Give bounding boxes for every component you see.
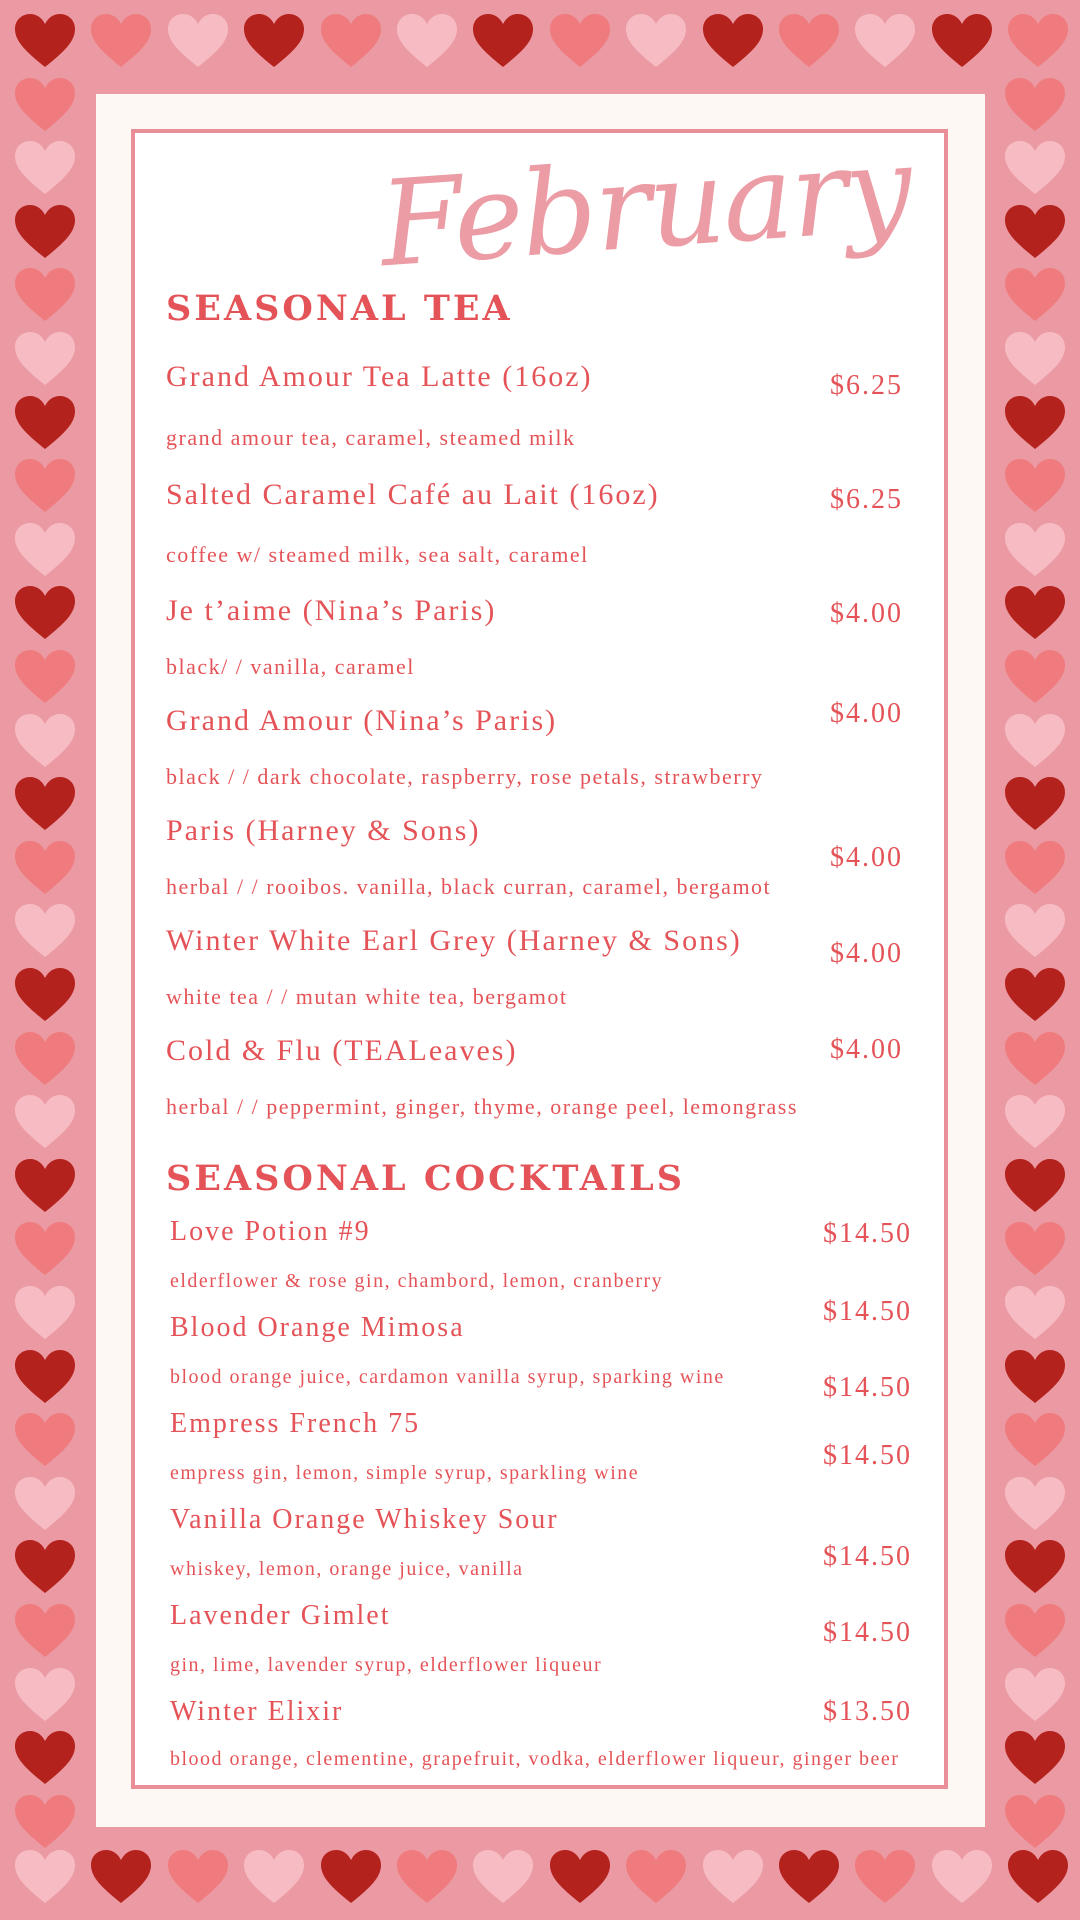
heart-icon [1003, 1158, 1067, 1216]
heart-icon [777, 13, 841, 71]
heart-icon [13, 585, 77, 643]
heart-icon [13, 903, 77, 961]
tea-item-description: grand amour tea, caramel, steamed milk [166, 425, 576, 450]
heart-icon [1003, 1603, 1067, 1661]
cocktail-item-price: $14.50 [823, 1218, 912, 1249]
section-heading-seasonal-tea: SEASONAL TEA [166, 288, 513, 329]
heart-icon [13, 967, 77, 1025]
heart-icon [1003, 903, 1067, 961]
tea-item-description: black / / dark chocolate, raspberry, rose petals, strawberry [166, 764, 764, 789]
heart-icon [624, 1849, 688, 1907]
heart-icon [1003, 77, 1067, 135]
cocktail-item-price: $13.50 [823, 1696, 912, 1727]
heart-icon [1003, 967, 1067, 1025]
heart-icon [1003, 840, 1067, 898]
heart-icon [319, 13, 383, 71]
cocktail-item-name: Love Potion #9 [170, 1216, 371, 1247]
heart-icon [930, 1849, 994, 1907]
tea-item-name: Je t’aime (Nina’s Paris) [166, 594, 497, 627]
heart-icon [13, 1221, 77, 1279]
cocktail-item-price: $14.50 [823, 1541, 912, 1572]
heart-icon [13, 1603, 77, 1661]
tea-item-description: herbal / / peppermint, ginger, thyme, orange peel, lemongrass [166, 1094, 798, 1119]
heart-icon [13, 1476, 77, 1534]
heart-icon [13, 1349, 77, 1407]
heart-icon [395, 13, 459, 71]
heart-icon [13, 776, 77, 834]
heart-icon [1003, 1476, 1067, 1534]
heart-icon [1003, 1539, 1067, 1597]
heart-icon [13, 649, 77, 707]
heart-icon [1003, 267, 1067, 325]
heart-icon [13, 331, 77, 389]
heart-icon [13, 840, 77, 898]
heart-icon [930, 13, 994, 71]
tea-item-description: black/ / vanilla, caramel [166, 654, 415, 679]
heart-icon [548, 1849, 612, 1907]
cocktail-item-price: $14.50 [823, 1296, 912, 1327]
cocktail-item-name: Blood Orange Mimosa [170, 1312, 465, 1343]
heart-icon [13, 522, 77, 580]
heart-icon [777, 1849, 841, 1907]
heart-icon [1003, 331, 1067, 389]
heart-icon [395, 1849, 459, 1907]
cocktail-item-description: blood orange, clementine, grapefruit, vodka, elderflower liqueur, ginger beer [170, 1748, 900, 1770]
cocktail-item-description: gin, lime, lavender syrup, elderflower liqueur [170, 1654, 603, 1676]
tea-item-description: herbal / / rooibos. vanilla, black curran, caramel, bergamot [166, 874, 772, 899]
heart-icon [89, 13, 153, 71]
tea-item-price: $4.00 [830, 1034, 903, 1065]
heart-icon [13, 13, 77, 71]
tea-item-name: Paris (Harney & Sons) [166, 814, 481, 847]
heart-icon [13, 1539, 77, 1597]
cocktail-item-price: $14.50 [823, 1440, 912, 1471]
cocktail-item-name: Lavender Gimlet [170, 1600, 391, 1631]
heart-icon [1003, 395, 1067, 453]
heart-icon [13, 1794, 77, 1852]
heart-icon [548, 13, 612, 71]
tea-item-price: $4.00 [830, 698, 903, 729]
cocktail-item-description: whiskey, lemon, orange juice, vanilla [170, 1558, 524, 1580]
heart-icon [242, 13, 306, 71]
heart-icon [13, 140, 77, 198]
heart-icon [13, 1285, 77, 1343]
heart-icon [13, 1031, 77, 1089]
heart-icon [701, 13, 765, 71]
heart-icon [89, 1849, 153, 1907]
cocktail-item-description: empress gin, lemon, simple syrup, sparkling wine [170, 1462, 640, 1484]
heart-icon [1003, 1285, 1067, 1343]
cocktail-item-name: Winter Elixir [170, 1696, 344, 1727]
heart-icon [1003, 1221, 1067, 1279]
heart-icon [13, 77, 77, 135]
menu-title: February [375, 118, 915, 294]
heart-icon [1003, 649, 1067, 707]
tea-item-name: Winter White Earl Grey (Harney & Sons) [166, 924, 742, 957]
heart-icon [1003, 1730, 1067, 1788]
heart-icon [1003, 204, 1067, 262]
heart-icon [13, 713, 77, 771]
heart-icon [701, 1849, 765, 1907]
heart-icon [853, 13, 917, 71]
section-heading-seasonal-cocktails: SEASONAL COCKTAILS [166, 1158, 685, 1199]
heart-icon [13, 395, 77, 453]
heart-icon [1003, 1794, 1067, 1852]
heart-icon [13, 1849, 77, 1907]
tea-item-price: $6.25 [830, 370, 903, 401]
heart-icon [13, 1412, 77, 1470]
heart-icon [1003, 1349, 1067, 1407]
tea-item-price: $4.00 [830, 938, 903, 969]
tea-item-name: Salted Caramel Café au Lait (16oz) [166, 478, 660, 511]
heart-icon [166, 13, 230, 71]
heart-icon [1006, 13, 1070, 71]
heart-icon [1003, 458, 1067, 516]
tea-item-price: $4.00 [830, 598, 903, 629]
cocktail-item-name: Empress French 75 [170, 1408, 421, 1439]
heart-icon [319, 1849, 383, 1907]
heart-icon [1003, 522, 1067, 580]
cocktail-item-description: blood orange juice, cardamon vanilla syrup, sparking wine [170, 1366, 725, 1388]
heart-icon [1003, 140, 1067, 198]
heart-icon [1003, 585, 1067, 643]
tea-item-name: Cold & Flu (TEALeaves) [166, 1034, 518, 1067]
heart-icon [471, 13, 535, 71]
heart-icon [13, 1158, 77, 1216]
heart-icon [13, 204, 77, 262]
heart-icon [1003, 1667, 1067, 1725]
tea-item-price: $6.25 [830, 484, 903, 515]
heart-icon [1003, 713, 1067, 771]
heart-icon [1003, 776, 1067, 834]
heart-icon [853, 1849, 917, 1907]
tea-item-price: $4.00 [830, 842, 903, 873]
heart-icon [242, 1849, 306, 1907]
tea-item-name: Grand Amour (Nina’s Paris) [166, 704, 558, 737]
heart-icon [13, 1667, 77, 1725]
heart-icon [1003, 1031, 1067, 1089]
heart-icon [1003, 1412, 1067, 1470]
cocktail-item-description: elderflower & rose gin, chambord, lemon, cranberry [170, 1270, 664, 1292]
heart-icon [1003, 1094, 1067, 1152]
heart-icon [471, 1849, 535, 1907]
heart-icon [1006, 1849, 1070, 1907]
tea-item-description: coffee w/ steamed milk, sea salt, caramel [166, 542, 589, 567]
heart-icon [624, 13, 688, 71]
tea-item-description: white tea / / mutan white tea, bergamot [166, 984, 568, 1009]
tea-item-name: Grand Amour Tea Latte (16oz) [166, 360, 593, 393]
heart-icon [13, 267, 77, 325]
heart-icon [13, 458, 77, 516]
cocktail-item-name: Vanilla Orange Whiskey Sour [170, 1504, 559, 1535]
heart-icon [13, 1730, 77, 1788]
cocktail-item-price: $14.50 [823, 1617, 912, 1648]
heart-icon [166, 1849, 230, 1907]
heart-icon [13, 1094, 77, 1152]
cocktail-item-price: $14.50 [823, 1372, 912, 1403]
